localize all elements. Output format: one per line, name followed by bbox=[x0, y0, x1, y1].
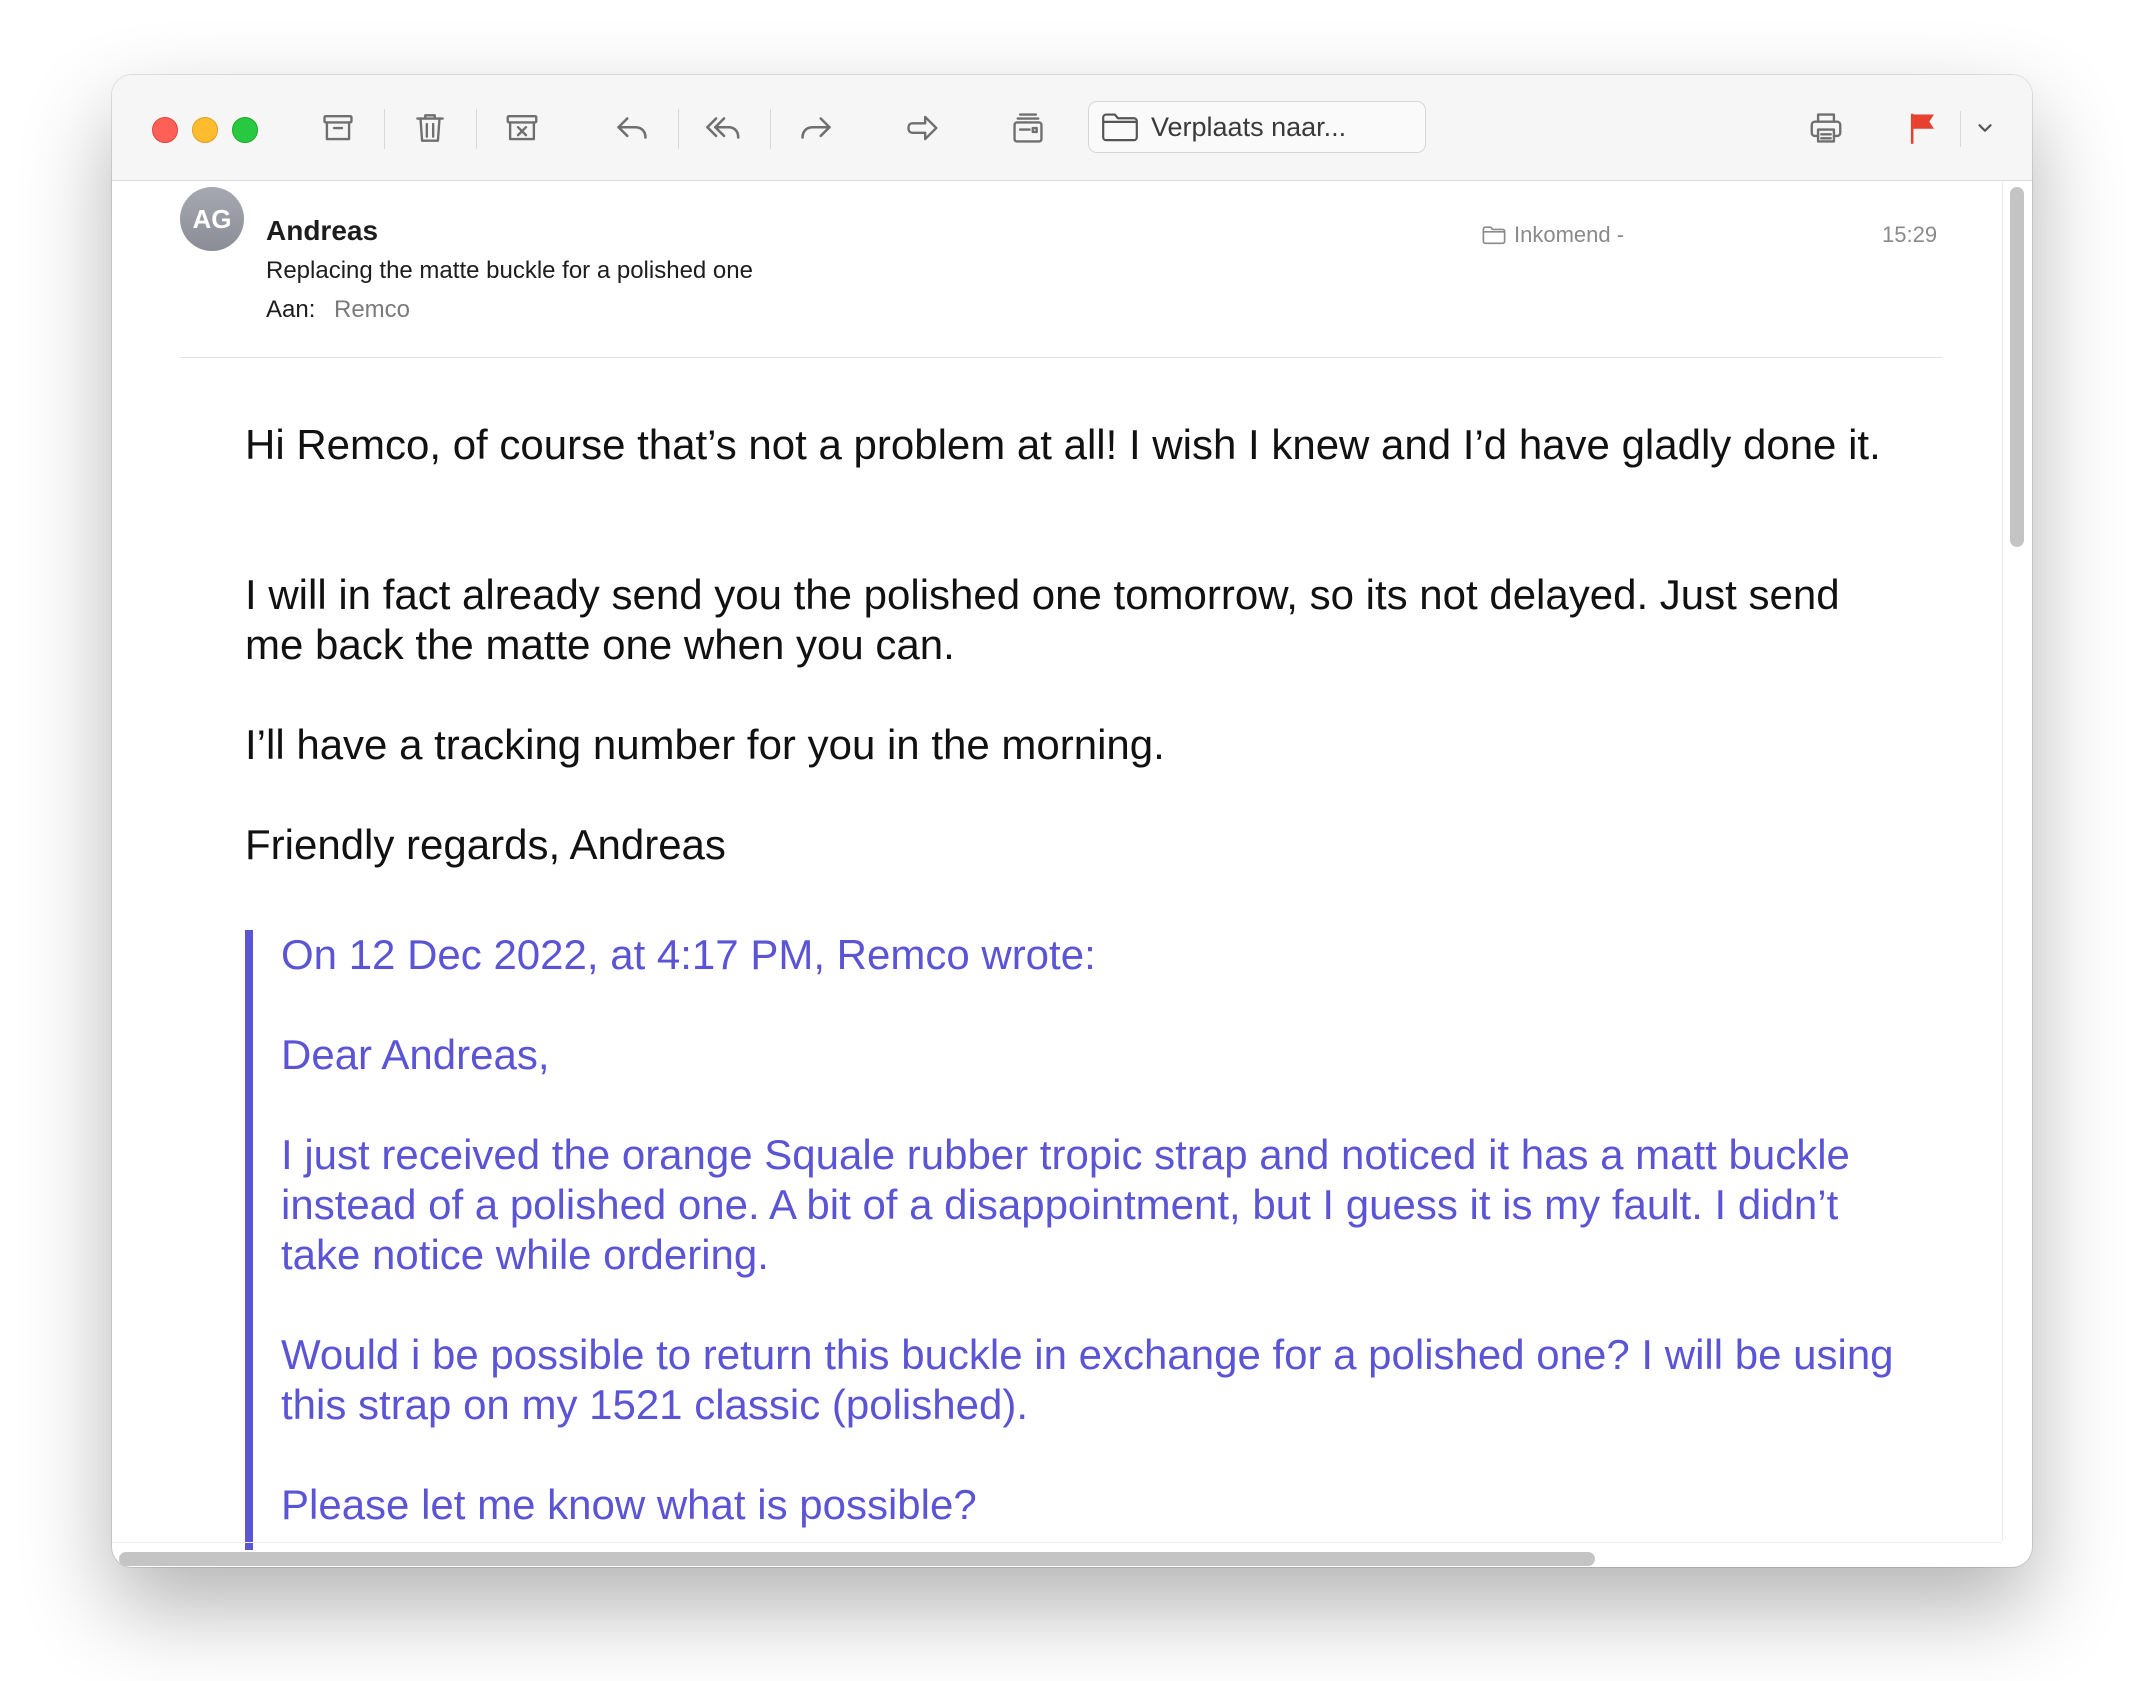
vertical-scroll-track bbox=[2002, 181, 2003, 1541]
flag-menu-button[interactable] bbox=[1970, 105, 2000, 151]
avatar: AG bbox=[180, 187, 244, 251]
quote-paragraph: Would i be possible to return this buckle in exchange for a polished one? I will be using this strap on my 1521 classic (polished). bbox=[281, 1331, 1894, 1428]
forward-icon bbox=[797, 109, 835, 147]
message-time: 15:29 bbox=[1882, 222, 1938, 247]
junk-button[interactable] bbox=[496, 105, 548, 151]
vertical-scrollbar[interactable] bbox=[2010, 187, 2024, 547]
quote-paragraph: Dear Andreas, bbox=[281, 1031, 550, 1078]
minimize-window-button[interactable] bbox=[192, 117, 218, 143]
flag-button[interactable] bbox=[1896, 105, 1948, 151]
redirect-button[interactable] bbox=[896, 105, 948, 151]
recipient-name[interactable]: Remco bbox=[334, 296, 411, 323]
sender-name[interactable]: Andreas bbox=[266, 215, 379, 246]
reply-all-button[interactable] bbox=[698, 105, 750, 151]
recipient-label: Aan: bbox=[266, 296, 316, 323]
reply-button[interactable] bbox=[606, 105, 658, 151]
redirect-icon bbox=[903, 109, 941, 147]
mute-button[interactable] bbox=[1002, 105, 1054, 151]
trash-icon bbox=[411, 109, 449, 147]
quote-paragraph: I just received the orange Squale rubber tropic strap and noticed it has a matt buckle instead of a polished one. A bit of a disappointment, but I guess it is my fault. I didn’t take notice while ordering. bbox=[281, 1131, 1850, 1278]
print-button[interactable] bbox=[1800, 105, 1852, 151]
quote-paragraph: Please let me know what is possible? bbox=[281, 1481, 977, 1528]
body-paragraph: Hi Remco, of course that’s not a problem at all! I wish I knew and I’d have gladly done it. bbox=[245, 421, 1881, 468]
move-to-mailbox-button[interactable] bbox=[1088, 101, 1426, 153]
mail-window bbox=[112, 75, 2032, 1567]
body-paragraph: I’ll have a tracking number for you in the morning. bbox=[245, 721, 1165, 768]
forward-button[interactable] bbox=[790, 105, 842, 151]
toolbar bbox=[112, 75, 2032, 181]
message-subject: Replacing the matte buckle for a polished one bbox=[266, 257, 753, 284]
close-window-button[interactable] bbox=[152, 117, 178, 143]
horizontal-scroll-track bbox=[112, 1542, 2002, 1543]
folder-icon bbox=[1482, 225, 1506, 245]
reply-all-icon bbox=[705, 109, 743, 147]
printer-icon bbox=[1807, 109, 1845, 147]
flag-icon bbox=[1903, 109, 1941, 147]
archive-icon bbox=[319, 109, 357, 147]
folder-icon bbox=[1101, 112, 1139, 142]
header-divider bbox=[180, 357, 1942, 358]
move-to-label: Verplaats naar... bbox=[1151, 111, 1347, 142]
mailbox-name: Inkomend - bbox=[1514, 222, 1625, 247]
quoted-message bbox=[245, 930, 1913, 1550]
body-paragraph: I will in fact already send you the polished one tomorrow, so its not delayed. Just send me back the matte one when you can. bbox=[245, 571, 1840, 668]
zoom-window-button[interactable] bbox=[232, 117, 258, 143]
mailbox-indicator[interactable] bbox=[1482, 222, 1624, 248]
signature: Friendly regards, Andreas bbox=[245, 821, 726, 868]
horizontal-scrollbar[interactable] bbox=[119, 1552, 1595, 1566]
chevron-down-icon bbox=[1974, 117, 1996, 139]
mute-icon bbox=[1009, 109, 1047, 147]
delete-button[interactable] bbox=[404, 105, 456, 151]
junk-icon bbox=[503, 109, 541, 147]
reply-icon bbox=[613, 109, 651, 147]
quote-attribution: On 12 Dec 2022, at 4:17 PM, Remco wrote: bbox=[281, 931, 1096, 978]
archive-button[interactable] bbox=[312, 105, 364, 151]
